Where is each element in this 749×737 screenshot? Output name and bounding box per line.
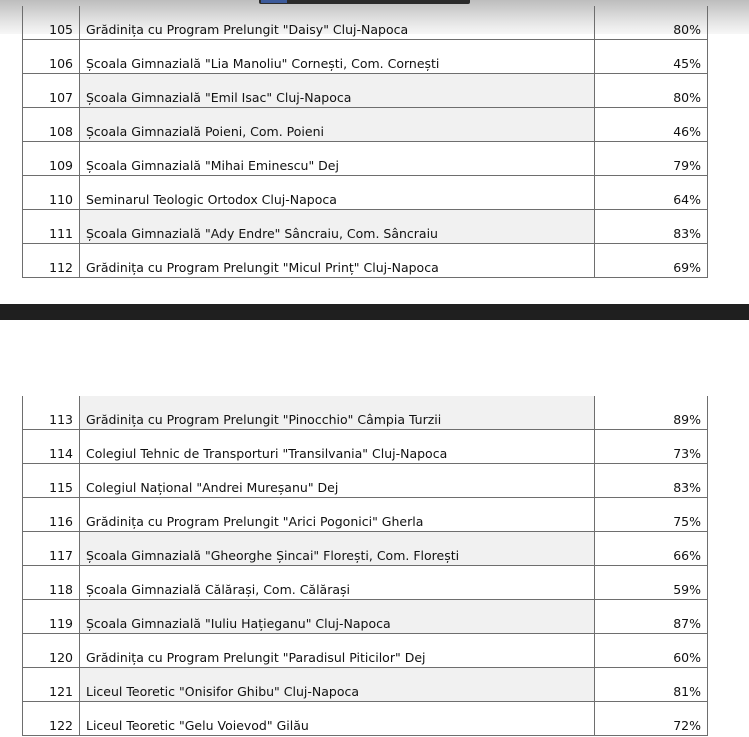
row-number: 121 (23, 668, 80, 702)
percentage: 73% (595, 430, 708, 464)
percentage: 60% (595, 634, 708, 668)
table-row (23, 600, 708, 634)
percentage: 80% (595, 6, 708, 40)
school-name: Grădinița cu Program Prelungit "Arici Pogonici" Gherla (80, 498, 595, 532)
percentage: 81% (595, 668, 708, 702)
percentage: 75% (595, 498, 708, 532)
percentage: 83% (595, 464, 708, 498)
school-name: Grădinița cu Program Prelungit "Pinocchio" Câmpia Turzii (80, 396, 595, 430)
school-table-page-2 (22, 396, 708, 736)
row-number: 109 (23, 142, 80, 176)
school-name: Școala Gimnazială Călărași, Com. Călărași (80, 566, 595, 600)
table-row (23, 464, 708, 498)
row-number: 112 (23, 244, 80, 278)
row-number: 107 (23, 74, 80, 108)
table-row (23, 40, 708, 74)
table-row (23, 74, 708, 108)
school-name: Școala Gimnazială "Emil Isac" Cluj-Napoca (80, 74, 595, 108)
page-separator (0, 304, 749, 320)
school-name: Școala Gimnazială "Mihai Eminescu" Dej (80, 142, 595, 176)
school-name: Grădinița cu Program Prelungit "Daisy" Cluj-Napoca (80, 6, 595, 40)
row-number: 111 (23, 210, 80, 244)
table-row (23, 396, 708, 430)
row-number: 118 (23, 566, 80, 600)
row-number: 120 (23, 634, 80, 668)
percentage: 59% (595, 566, 708, 600)
row-number: 114 (23, 430, 80, 464)
school-name: Colegiul Național "Andrei Mureșanu" Dej (80, 464, 595, 498)
percentage: 46% (595, 108, 708, 142)
school-name: Școala Gimnazială "Gheorghe Șincai" Florești, Com. Florești (80, 532, 595, 566)
percentage: 64% (595, 176, 708, 210)
table-row (23, 244, 708, 278)
table-row (23, 108, 708, 142)
percentage: 69% (595, 244, 708, 278)
table-row (23, 702, 708, 736)
school-name: Liceul Teoretic "Onisifor Ghibu" Cluj-Napoca (80, 668, 595, 702)
row-number: 115 (23, 464, 80, 498)
row-number: 108 (23, 108, 80, 142)
school-name: Școala Gimnazială "Lia Manoliu" Cornești, Com. Cornești (80, 40, 595, 74)
toolbar-active-segment[interactable] (261, 0, 287, 3)
row-number: 119 (23, 600, 80, 634)
table-row (23, 566, 708, 600)
percentage: 66% (595, 532, 708, 566)
row-number: 113 (23, 396, 80, 430)
school-name: Școala Gimnazială Poieni, Com. Poieni (80, 108, 595, 142)
school-name: Liceul Teoretic "Gelu Voievod" Gilău (80, 702, 595, 736)
percentage: 45% (595, 40, 708, 74)
table-row (23, 142, 708, 176)
table-row (23, 668, 708, 702)
school-name: Școala Gimnazială "Iuliu Hațieganu" Cluj-Napoca (80, 600, 595, 634)
percentage: 89% (595, 396, 708, 430)
percentage: 79% (595, 142, 708, 176)
school-table-page-1 (22, 6, 708, 278)
row-number: 117 (23, 532, 80, 566)
percentage: 87% (595, 600, 708, 634)
school-name: Grădinița cu Program Prelungit "Paradisul Piticilor" Dej (80, 634, 595, 668)
school-name: Colegiul Tehnic de Transporturi "Transilvania" Cluj-Napoca (80, 430, 595, 464)
table-row (23, 6, 708, 40)
table-row (23, 634, 708, 668)
table-row (23, 176, 708, 210)
viewer-toolbar-fragment[interactable] (259, 0, 470, 4)
school-name: Seminarul Teologic Ortodox Cluj-Napoca (80, 176, 595, 210)
school-name: Grădinița cu Program Prelungit "Micul Prinț" Cluj-Napoca (80, 244, 595, 278)
row-number: 110 (23, 176, 80, 210)
table-row (23, 210, 708, 244)
school-name: Școala Gimnazială "Ady Endre" Sâncraiu, Com. Sâncraiu (80, 210, 595, 244)
percentage: 83% (595, 210, 708, 244)
percentage: 72% (595, 702, 708, 736)
percentage: 80% (595, 74, 708, 108)
row-number: 106 (23, 40, 80, 74)
row-number: 122 (23, 702, 80, 736)
table-row (23, 430, 708, 464)
table-row (23, 498, 708, 532)
row-number: 105 (23, 6, 80, 40)
table-row (23, 532, 708, 566)
row-number: 116 (23, 498, 80, 532)
